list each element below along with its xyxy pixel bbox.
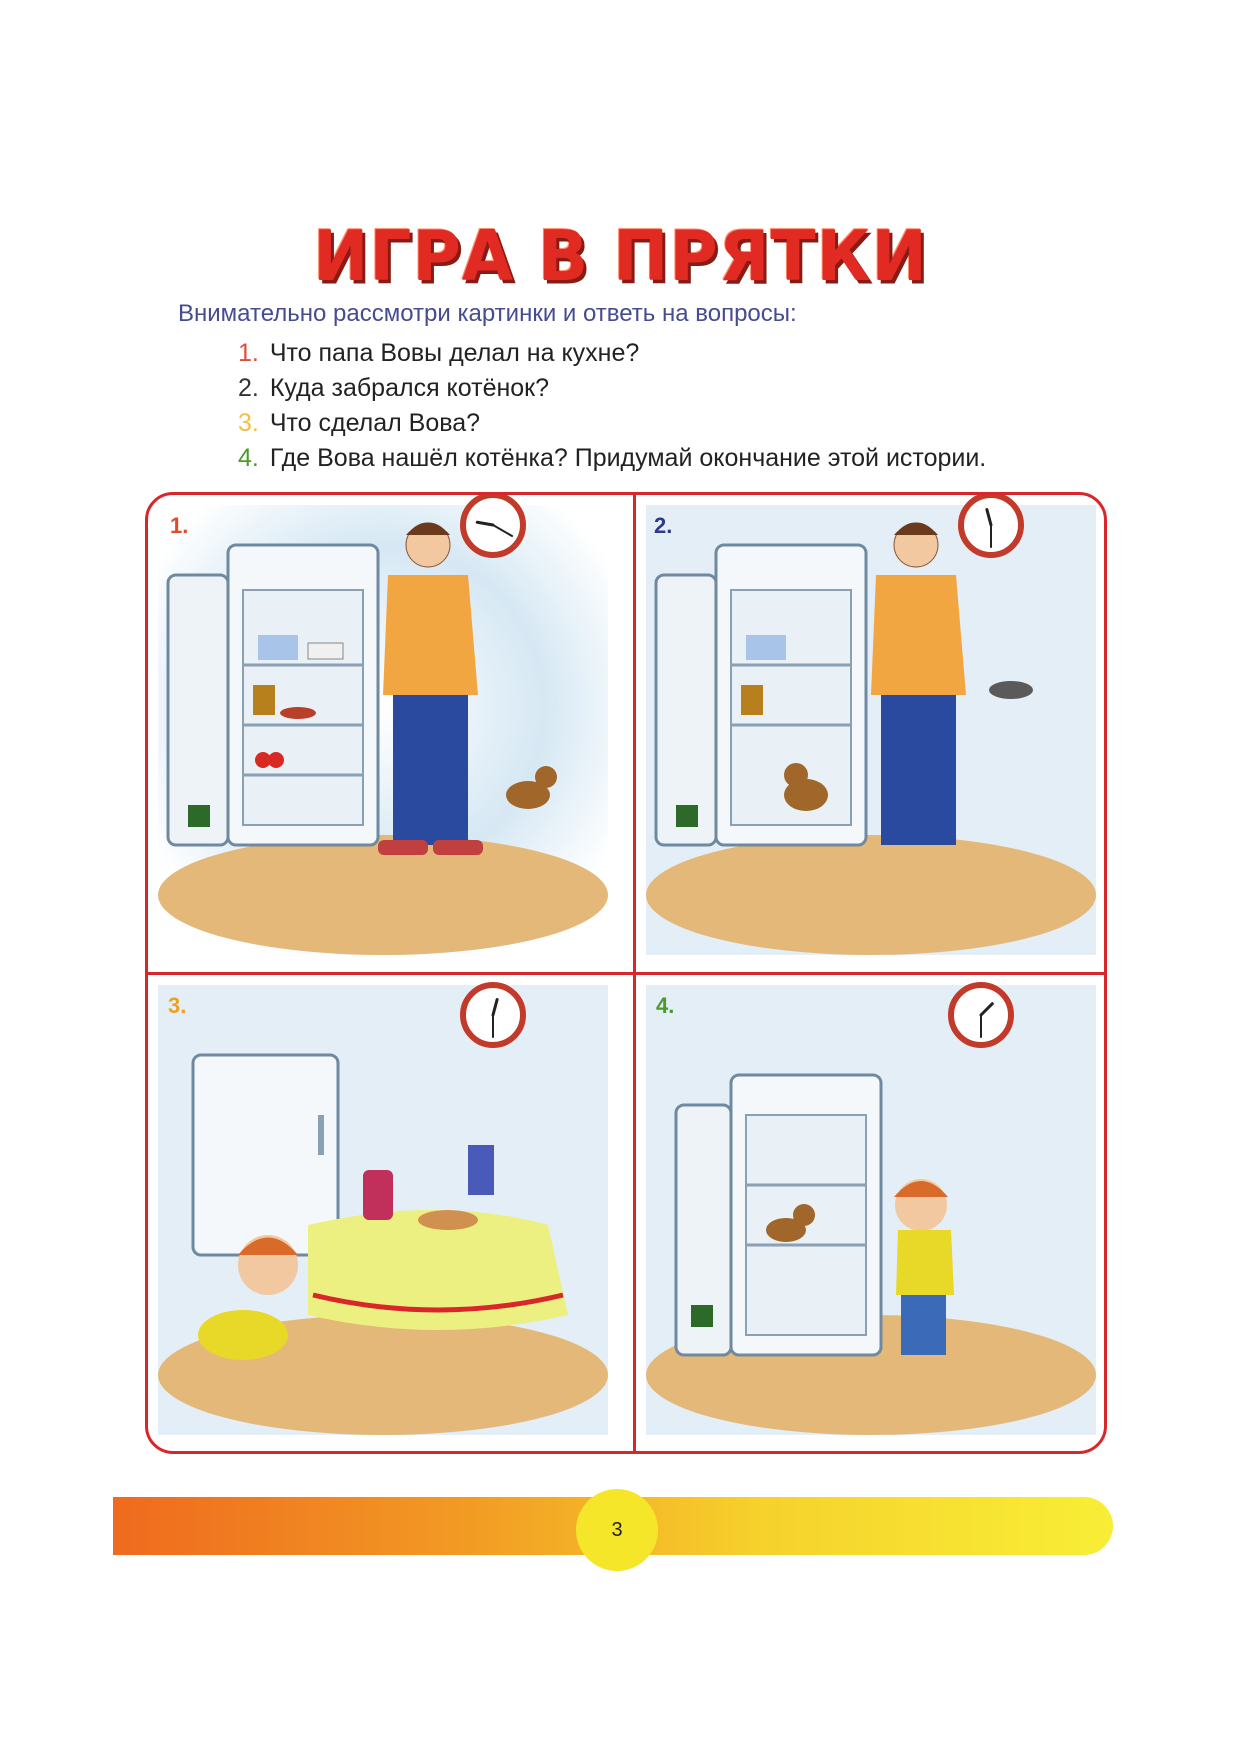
question-text: Где Вова нашёл котёнка? Придумай окончание этой истории. [269, 444, 987, 472]
panel-number: 2. [654, 513, 673, 538]
wall-clock [961, 495, 1021, 555]
question-text: Куда забрался котёнок? [269, 374, 550, 402]
kitchen-scene-1 [148, 495, 618, 965]
fridge [168, 545, 378, 845]
panel-number: 4. [656, 993, 675, 1018]
picture-panel-3 [148, 975, 618, 1445]
wall-clock [463, 985, 523, 1045]
kitchen-scene-2 [636, 495, 1106, 965]
question-item [238, 441, 986, 476]
kitchen-scene-3 [148, 975, 618, 1445]
panel-number: 1. [170, 513, 189, 538]
fridge [676, 1075, 881, 1355]
question-item [238, 371, 986, 406]
question-item [238, 336, 986, 371]
question-number: 2. [238, 374, 259, 402]
fridge [656, 545, 866, 845]
question-number: 4. [238, 444, 259, 472]
kitchen-scene-4 [636, 975, 1106, 1445]
panel-number: 3. [168, 993, 187, 1018]
page-number: 3 [576, 1489, 658, 1571]
boy-vova [894, 1179, 954, 1355]
wall-clock [951, 985, 1011, 1045]
picture-panel-2 [636, 495, 1106, 965]
picture-panel-4 [636, 975, 1106, 1445]
wall-clock [463, 495, 523, 555]
instructions: Внимательно рассмотри картинки и ответь на вопросы: [178, 300, 797, 327]
question-number: 3. [238, 409, 259, 437]
question-number: 1. [238, 339, 259, 367]
question-text: Что папа Вовы делал на кухне? [269, 339, 640, 367]
question-item [238, 406, 986, 441]
page-title: ИГРА В ПРЯТКИ [313, 216, 928, 297]
question-text: Что сделал Вова? [269, 409, 481, 437]
picture-panel-1 [148, 495, 618, 965]
question-list [238, 336, 986, 476]
